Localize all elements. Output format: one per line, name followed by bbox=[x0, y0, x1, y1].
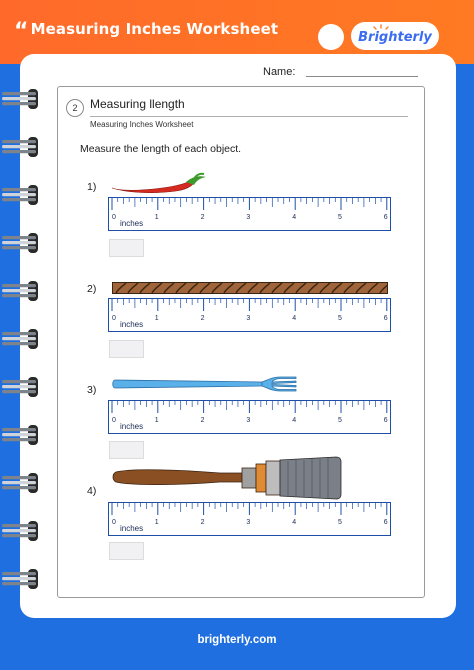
spiral-ring-icon bbox=[2, 521, 38, 541]
ruler-tick-label: 4 bbox=[292, 417, 297, 424]
ruler-unit-label: inches bbox=[120, 524, 144, 533]
ruler-tick-label: 0 bbox=[112, 519, 116, 526]
ruler-4 bbox=[108, 502, 391, 536]
paintbrush-icon bbox=[112, 454, 344, 502]
ruler-tick-label: 3 bbox=[246, 214, 251, 221]
header-circle-icon bbox=[318, 24, 344, 50]
spiral-ring-icon bbox=[2, 425, 38, 445]
answer-box-1[interactable] bbox=[109, 239, 144, 257]
ruler-tick-label: 3 bbox=[246, 315, 251, 322]
worksheet-number-badge: 2 bbox=[66, 99, 84, 117]
ruler-tick-label: 5 bbox=[338, 519, 342, 526]
header-title-text: Measuring Inches Worksheet bbox=[30, 20, 279, 38]
ruler-tick-label: 5 bbox=[338, 315, 342, 322]
ruler-tick-label: 0 bbox=[112, 417, 116, 424]
spiral-ring-icon bbox=[2, 233, 38, 253]
ruler-tick-label: 4 bbox=[292, 315, 297, 322]
ruler-2 bbox=[108, 298, 391, 332]
ruler-tick-label: 2 bbox=[200, 214, 205, 221]
question-4-label: 4) bbox=[87, 485, 97, 497]
ruler-tick-label: 5 bbox=[338, 417, 342, 424]
instruction-text: Measure the length of each object. bbox=[80, 143, 242, 155]
ruler-3 bbox=[108, 400, 391, 434]
ruler-tick-label: 1 bbox=[154, 519, 159, 526]
ruler-1 bbox=[108, 197, 391, 231]
ruler-tick-label: 0 bbox=[112, 315, 116, 322]
ruler-tick-label: 6 bbox=[383, 417, 388, 424]
ruler-unit-label: inches bbox=[120, 320, 144, 329]
ruler-tick-label: 1 bbox=[154, 214, 159, 221]
name-input-line[interactable] bbox=[306, 76, 418, 77]
spiral-ring-icon bbox=[2, 89, 38, 109]
ruler-tick-label: 2 bbox=[200, 315, 205, 322]
name-label: Name: bbox=[263, 66, 296, 78]
spiral-binding bbox=[0, 0, 50, 600]
ruler-unit-label: inches bbox=[120, 219, 144, 228]
ruler-tick-label: 6 bbox=[383, 315, 388, 322]
spiral-ring-icon bbox=[2, 137, 38, 157]
chili-pepper-icon bbox=[110, 172, 208, 196]
spiral-ring-icon bbox=[2, 377, 38, 397]
answer-box-4[interactable] bbox=[109, 542, 144, 560]
sun-icon bbox=[374, 25, 388, 29]
ruler-tick-label: 1 bbox=[154, 417, 159, 424]
ruler-tick-label: 4 bbox=[292, 214, 297, 221]
fork-icon bbox=[112, 374, 300, 394]
title-divider bbox=[90, 116, 408, 117]
worksheet-subtitle: Measuring Inches Worksheet bbox=[90, 120, 194, 129]
worksheet-header-title bbox=[14, 19, 278, 44]
question-2-label: 2) bbox=[87, 283, 97, 295]
ruler-tick-label: 6 bbox=[383, 519, 388, 526]
quote-icon: “ bbox=[14, 19, 29, 44]
brand-text: Brighterly bbox=[358, 30, 432, 45]
spiral-ring-icon bbox=[2, 185, 38, 205]
rope-icon bbox=[112, 282, 388, 294]
spiral-ring-icon bbox=[2, 569, 38, 589]
ruler-tick-label: 1 bbox=[154, 315, 159, 322]
ruler-tick-label: 0 bbox=[112, 214, 116, 221]
ruler-tick-label: 3 bbox=[246, 519, 251, 526]
question-1-label: 1) bbox=[87, 181, 97, 193]
brand-logo[interactable] bbox=[351, 22, 439, 50]
worksheet-title: Measuring llength bbox=[90, 97, 185, 111]
question-3-label: 3) bbox=[87, 384, 97, 396]
ruler-tick-label: 6 bbox=[383, 214, 388, 221]
ruler-unit-label: inches bbox=[120, 422, 144, 431]
ruler-tick-label: 5 bbox=[338, 214, 342, 221]
spiral-ring-icon bbox=[2, 473, 38, 493]
answer-box-2[interactable] bbox=[109, 340, 144, 358]
spiral-ring-icon bbox=[2, 281, 38, 301]
ruler-tick-label: 2 bbox=[200, 417, 205, 424]
ruler-tick-label: 4 bbox=[292, 519, 297, 526]
ruler-tick-label: 2 bbox=[200, 519, 205, 526]
footer-site[interactable]: brighterly.com bbox=[197, 634, 277, 646]
ruler-tick-label: 3 bbox=[246, 417, 251, 424]
spiral-ring-icon bbox=[2, 329, 38, 349]
